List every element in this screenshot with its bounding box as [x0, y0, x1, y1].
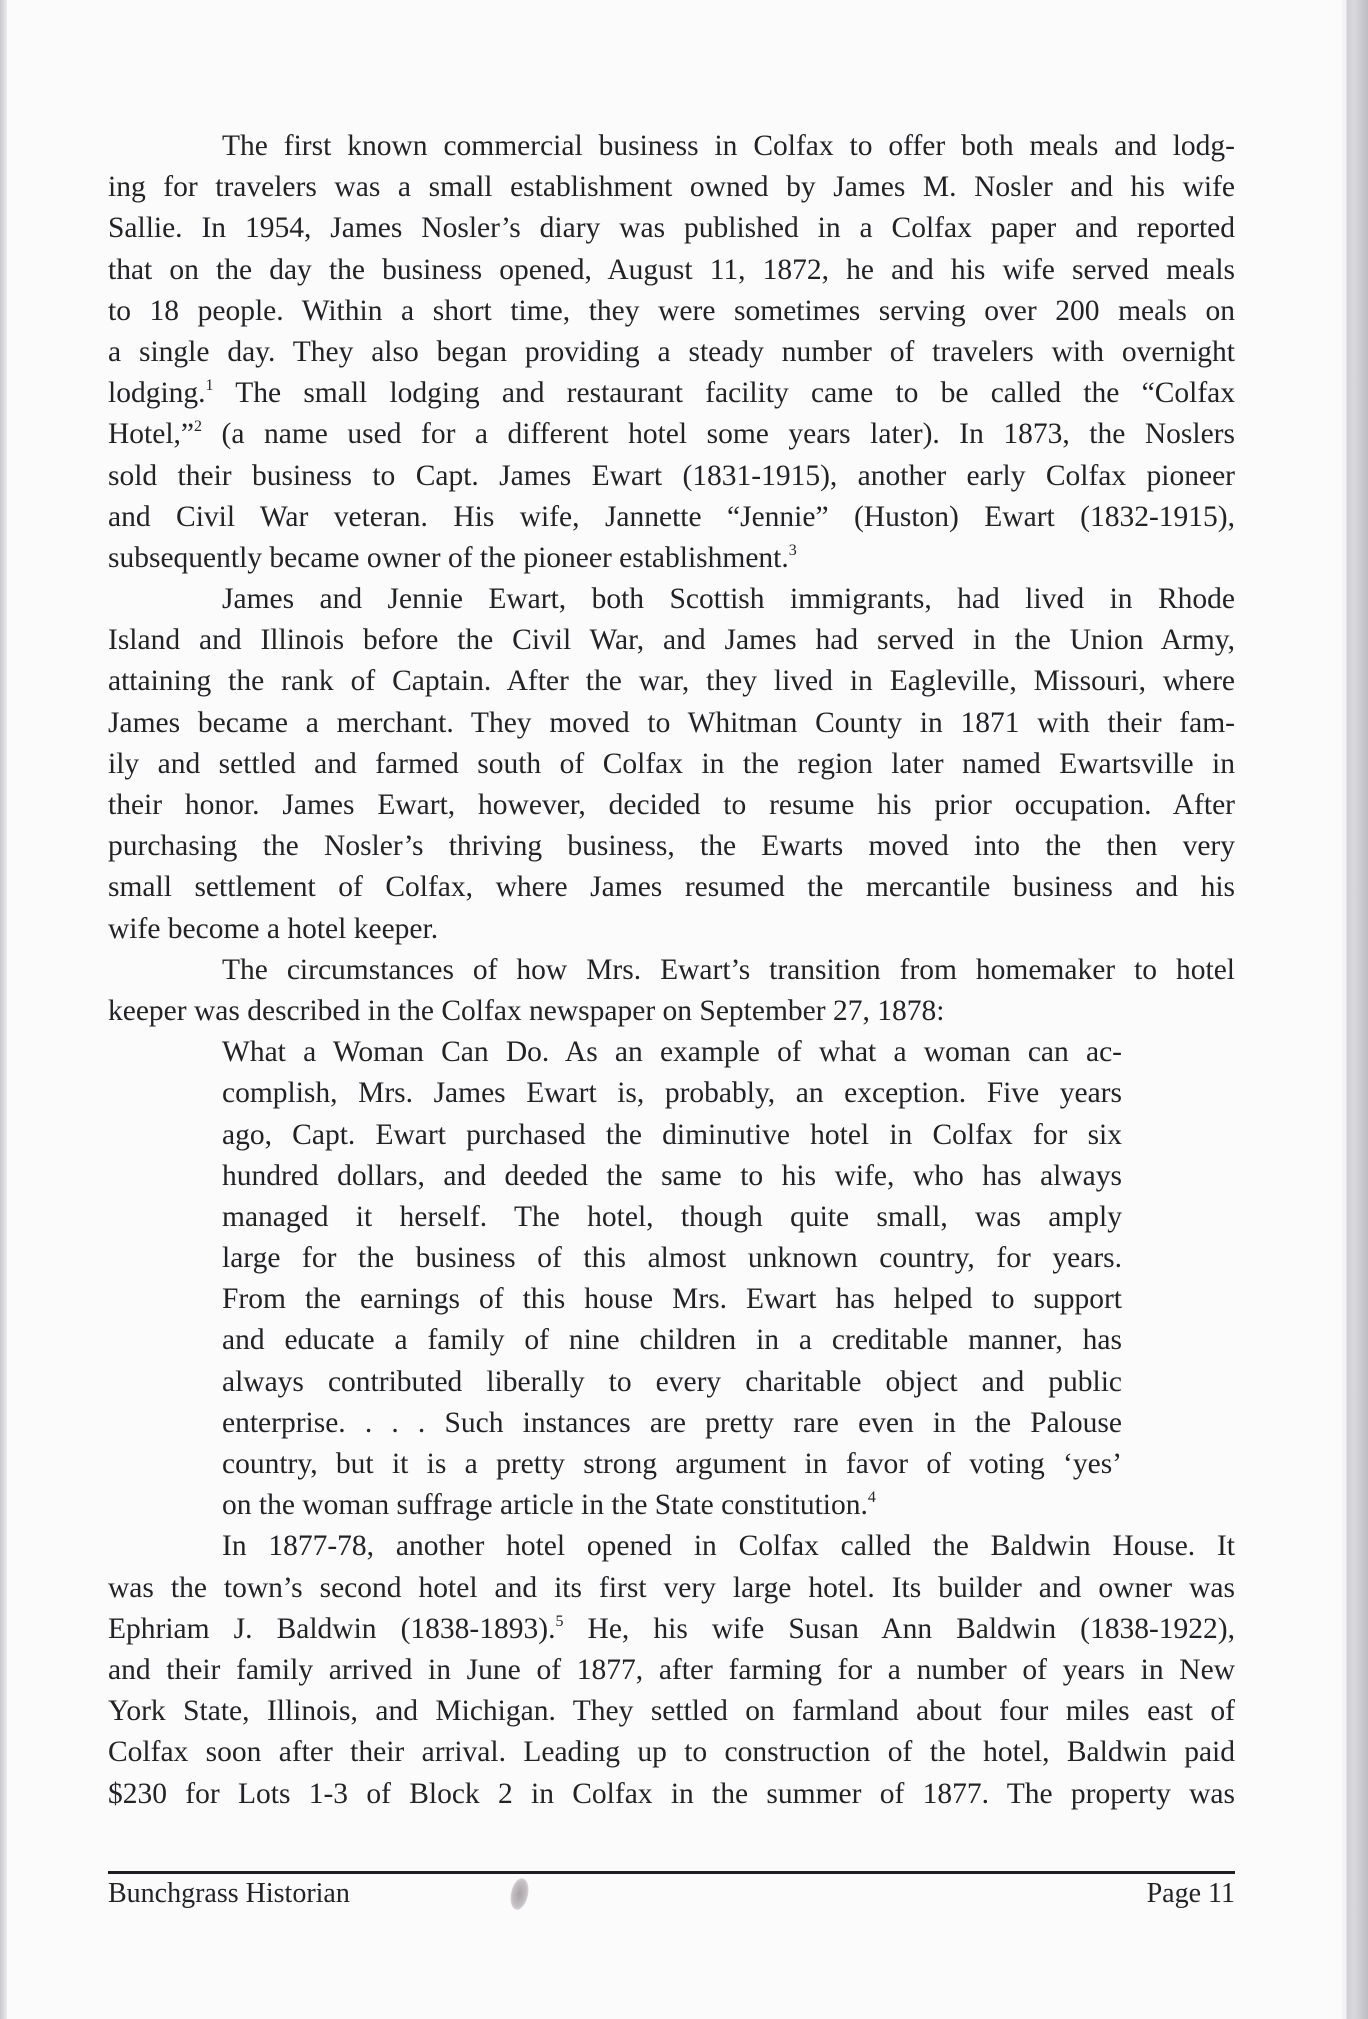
text-line: that on the day the business opened, August 11, 1872, he and his wife served meals [108, 253, 1235, 286]
text-line: ily and settled and farmed south of Colfax in the region later named Ewartsville in [108, 747, 1235, 780]
quote-line [222, 1485, 1122, 1526]
publication-name: Bunchgrass Historian [108, 1878, 350, 1909]
text-line: Sallie. In 1954, James Nosler’s diary was published in a Colfax paper and reported [108, 212, 1235, 245]
page-number: Page 11 [1146, 1878, 1235, 1909]
text-line: York State, Illinois, and Michigan. They settled on farmland about four miles east of [108, 1695, 1235, 1728]
text-fragment: subsequently became owner of the pioneer establishment. [108, 541, 789, 574]
scan-left-edge [0, 0, 7, 2019]
text-line: James became a merchant. They moved to Whitman County in 1871 with their fam- [108, 706, 1235, 739]
text-line: their honor. James Ewart, however, decided to resume his prior occupation. After [108, 789, 1235, 821]
text-line: James and Jennie Ewart, both Scottish immigrants, had lived in Rhode [222, 583, 1235, 616]
footer-rule [108, 1871, 1235, 1874]
text-line: to 18 people. Within a short time, they were sometimes serving over 200 meals on [108, 294, 1235, 327]
footnote-ref: 3 [788, 541, 797, 559]
paragraph-1 [108, 126, 1235, 579]
text-line: In 1877-78, another hotel opened in Colfax called the Baldwin House. It [222, 1530, 1235, 1563]
quote-line: enterprise. . . . Such instances are pretty rare even in the Palouse [222, 1406, 1122, 1439]
text-line: $230 for Lots 1-3 of Block 2 in Colfax in the summer of 1877. The property was [108, 1777, 1235, 1810]
text-line: sold their business to Capt. James Ewart (1831-1915), another early Colfax pioneer [108, 459, 1235, 492]
text-fragment: The small lodging and restaurant facility came to be called the “Colfax [235, 377, 1236, 410]
quote-line: and educate a family of nine children in a creditable manner, has [222, 1324, 1122, 1357]
quote-line: What a Woman Can Do. As an example of what a woman can ac- [222, 1036, 1122, 1069]
text-line: purchasing the Nosler’s thriving business, the Ewarts moved into the then very [108, 830, 1235, 863]
text-line: and Civil War veteran. His wife, Jannette “Jennie” (Huston) Ewart (1832-1915), [108, 500, 1235, 533]
text-line: and their family arrived in June of 1877, after farming for a number of years in New [108, 1653, 1235, 1686]
quote-line: always contributed liberally to every charitable object and public [222, 1365, 1122, 1398]
quote-line: From the earnings of this house Mrs. Ewart has helped to support [222, 1283, 1122, 1316]
quote-line: country, but it is a pretty strong argument in favor of voting ‘yes’ [222, 1448, 1122, 1480]
scan-smudge [508, 1877, 531, 1912]
quote-line: managed it herself. The hotel, though quite small, was amply [222, 1200, 1122, 1233]
scan-binding-edge [1342, 0, 1368, 2019]
text-line: Island and Illinois before the Civil War, and James had served in the Union Army, [108, 624, 1235, 657]
text-line [108, 414, 1235, 455]
quote-line: hundred dollars, and deeded the same to his wife, who has always [222, 1159, 1122, 1192]
text-line: keeper was described in the Colfax newspaper on September 27, 1878: [108, 994, 945, 1027]
paragraph-2 [108, 579, 1235, 950]
text-fragment: Hotel,” [108, 418, 195, 451]
text-line: attaining the rank of Captain. After the war, they lived in Eagleville, Missouri, where [108, 665, 1235, 698]
text-line [108, 373, 1235, 414]
text-fragment: lodging. [108, 377, 206, 410]
text-line [108, 1609, 1235, 1650]
text-line: wife become a hotel keeper. [108, 912, 439, 945]
footnote-ref: 2 [194, 418, 203, 436]
text-line: a single day. They also began providing a steady number of travelers with overnight [108, 335, 1235, 368]
paragraph-3 [108, 950, 1235, 1032]
quote-line: complish, Mrs. James Ewart is, probably, an exception. Five years [222, 1077, 1122, 1110]
text-line: The first known commercial business in Colfax to offer both meals and lodg- [222, 130, 1235, 162]
text-fragment: on the woman suffrage article in the State constitution. [222, 1489, 868, 1522]
paragraph-4 [108, 1526, 1235, 1814]
text-line: small settlement of Colfax, where James resumed the mercantile business and his [108, 871, 1235, 904]
quote-line: large for the business of this almost unknown country, for years. [222, 1242, 1122, 1275]
text-fragment: (a name used for a different hotel some years later). In 1873, the Noslers [221, 418, 1235, 451]
text-line: The circumstances of how Mrs. Ewart’s transition from homemaker to hotel [222, 953, 1235, 986]
text-line [108, 538, 1235, 579]
footnote-ref: 1 [205, 377, 214, 395]
quote-line: ago, Capt. Ewart purchased the diminutive hotel in Colfax for six [222, 1118, 1122, 1151]
text-fragment: Ephriam J. Baldwin (1838-1893). [108, 1612, 556, 1645]
text-line: ing for travelers was a small establishment owned by James M. Nosler and his wife [108, 171, 1235, 204]
newspaper-blockquote [222, 1032, 1122, 1526]
text-line: was the town’s second hotel and its first very large hotel. Its builder and owner was [108, 1571, 1235, 1604]
footnote-ref: 5 [555, 1612, 564, 1630]
text-fragment: He, his wife Susan Ann Baldwin (1838-1922), [587, 1612, 1236, 1645]
footnote-ref: 4 [867, 1489, 876, 1507]
article-body [108, 126, 1235, 1815]
text-line: Colfax soon after their arrival. Leading up to construction of the hotel, Baldwin paid [108, 1736, 1235, 1769]
